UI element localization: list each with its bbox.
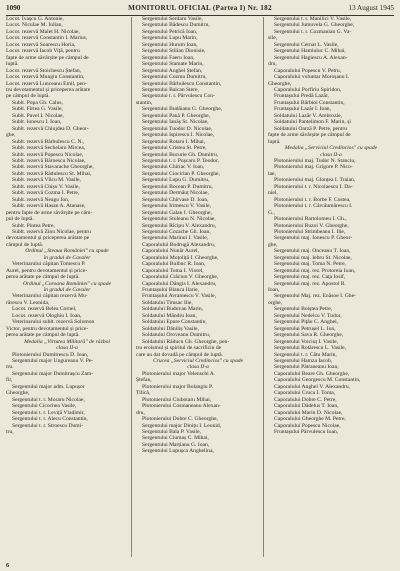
text-line: Caporalului Anghel V. Alexandru, [274,383,351,390]
text-line: Sergentului t. r. Moraru Nicolae, [12,396,85,403]
text-line: Sergentului t. r. Pușcaru P. Teodor, [142,157,220,164]
text-line: Sergentului maj. rez. Caţa Iosif, [274,274,346,281]
text-line: Sergentului Cozache Gh. Ioan, [142,228,211,235]
text-line: Soldatului Măndru Ioan, [142,312,197,319]
text-line: Caporalului voluntar Moroșanu I. [274,74,350,81]
text-line: stantin, [136,99,153,106]
text-line: Sublt. rezervă Cozma I. Petre, [12,190,80,197]
text-line: care au dat dovadă pe câmpul de luptă. [136,351,223,358]
column-divider [263,17,264,557]
section-heading: Ordinul „Coroana României" cu spade [22,280,111,287]
text-line: ghe, [6,132,16,139]
section-heading: Ordinul „Steaua României" cu spade [25,248,109,255]
text-line: Locot. rezervă Ologhiu I. Ioan, [12,312,82,319]
text-line: Sergentului Hamza Iacob, [274,358,333,365]
text-line: Ștefan, [136,377,152,384]
text-line: Veterinarului căpitan Tomescu P. [12,261,86,268]
text-line: Sublt. rezervă Stavarache Gheorghe, [12,164,94,171]
section-heading: în gradul de Cavaler [43,254,91,261]
text-line: Sergentului major Dumitrașcu Zam- [12,370,94,377]
text-line: Sergentului Cernat L. Vasile, [274,41,339,48]
text-line: Caporalului Nunăr Aurel, [142,248,200,255]
text-line: Plotonierului Bartolomeu I. Gh., [274,216,347,223]
text-line: dru, [268,61,277,68]
text-line: Soldatului Răducu Gh. Gheorghe, pen- [142,338,230,345]
text-line: Gheorghe, [6,390,30,397]
text-line: Caporalului Dobre C. Petre, [274,396,337,403]
text-line: Sergentului Chirvase D. Ioan, [142,196,209,203]
text-line: Sergentului t. r. Stroescu Dumi- [12,422,84,429]
text-line: Sergentului maj. rez. Protoreia Ioan, [274,267,356,274]
text-line: Sergentului Serdaru Vasile, [142,16,203,22]
text-line: tru eroismul și spiritul de sacrificiu de [136,345,222,352]
text-line: Sergentului Ciocirlan P. Gheorghe, [142,170,220,177]
section-heading: Medalia „Virtutea Militară" de război [24,338,110,345]
text-line: Locot. rezervă Stoichescu Ștefan, [6,67,82,74]
text-line: Locot. rezervă Lunceanu Emil, pen- [6,80,87,87]
text-line: Sublt. Pintea Petre, [12,222,55,229]
text-line: Plotonierului maj. Tudor N. Stanciu, [274,157,356,164]
text-line: Sublt. rezervă Bărnescu Nicolae, [12,157,86,164]
text-line: Plotonierului t. r. Nicolaescu I. Da- [274,183,353,190]
text-line: Sergentului maj. rez. Apostol B. [274,280,346,287]
text-line: Locot. rezervă Soarescu Horia, [6,41,76,48]
text-line: Locot. rezervă Malet H. Nicolae, [6,28,80,35]
text-line: orghe, [268,299,283,306]
text-line: fapte de arme săvârșite pe câmpul de [6,54,89,61]
text-line: Sergentului Rotaru I. Mihai, [142,138,206,145]
text-line: Sergentului Hamiuluc C. Mihai, [274,48,346,55]
text-line: Sergentului maj. Toma N. Petre, [274,261,346,268]
text-line: Sergentului Nedelcu V. Tudor, [274,312,342,319]
text-line: Sergentului t. r. Pârvulescu Con- [142,93,215,100]
text-line: Locot. rezervă Mungiu Constantin, [6,74,85,81]
text-line: Sergentului Budăianu G. Gheorghe, [142,106,223,113]
text-line: Sergentului major Ungureanu V. Pe- [12,358,94,365]
text-line: Caporalului Bodrugă Alexandru, [142,241,216,248]
text-line: Sergentului Stoleanu N. Nicolae, [142,216,216,223]
text-line: Sergentului Petrică Ioan, [142,28,198,35]
text-line: Sergentului Pițău C. Anghel, [274,319,339,326]
text-line: Sergentului Ciumaș C. Mihai, [142,435,209,442]
text-column-right [268,16,394,559]
text-line: Sublt. rezervă Popescu Nicolae, [12,151,84,158]
text-line: Sergentului Jumuvela G. Gheorghe, [274,22,355,29]
page-number: 1090 [6,4,21,12]
text-line: fapte de arme săvârșite pe câmpul de [268,132,351,139]
text-line: Soldatului Oarză P. Petre, pentru [274,125,348,132]
text-line: Sergentului Stilian Dionisie, [142,48,206,55]
text-line: pul de luptă. [6,216,34,223]
text-line: Locot. rezervă Belea Cornel, [12,306,77,313]
text-line: G., [268,209,275,216]
text-line: Sergentului Hurum Ioan, [142,41,198,48]
text-line: Sergentului Dermăuț Nicolae, [142,190,209,197]
page-header [6,4,394,15]
text-line: Locot. rezervă Iacob Viță, pentru [6,48,80,55]
text-line: Sergentului Maj. rez. Enăsoe I. Ghe- [274,293,356,300]
text-line: Sublt. rezervă Sechelaru Mircea, [12,145,86,152]
text-line: tru, [6,429,14,435]
text-line: rărescu V. Leonida, [6,299,50,306]
text-line: Locot. Ivașcu G. Antonie, [6,16,64,22]
text-line: Sergentului Chiriac V. Ioan, [142,164,205,171]
text-line: Fruntașului Blanca Ilarie, [142,287,200,294]
text-line: Plotonierului Strimbeanu I. Ilie, [274,228,346,235]
text-line: Sergentului t. r. Manilici V. Vasile, [274,16,352,22]
text-line: câmpul de luptă. [6,241,44,248]
text-line: luptă. [6,61,19,68]
text-column-middle [136,16,260,559]
text-line: Plotonierului major Bolangiu P. [142,383,213,390]
text-line: Sublt. rezervă Rădulescu St. Mihai, [12,170,92,177]
text-line: Sergentului major Dinițu I. Leonid, [142,422,222,429]
text-line: Caporalului Dădelus T. Ioan, [274,403,339,410]
text-line: Plotonierului maj. Grigore P. Nico- [274,164,353,171]
text-line: Sergentului Cicochea Vasile, [12,403,77,410]
text-line: Sergentului Bala P. Vasile, [142,429,201,435]
text-line: Sergentului Lupu Marin, [142,35,198,42]
text-line: Sergentului Bocean P. Dumitru, [142,183,213,190]
text-line: devotamentul și priceperea arătate pe [6,235,90,242]
text-line: Sergentului Petrușel L. Ion, [274,325,336,332]
text-line: Sergentului maj. Onceanu T. Ioan, [274,248,351,255]
text-line: Soldatului Timsac Ilie, [142,299,193,306]
section-heading: clasa II-a [187,364,209,371]
text-line: ghe, [268,241,278,248]
text-line: pentru fapte de arme săvârșite pe câm- [6,209,93,216]
text-line: pe câmpul de luptă. [6,93,50,100]
text-line: Soldatului Oroveanu Dumitru, [142,332,211,339]
text-line: Fruntașului Avramescu V. Vasile, [142,293,217,300]
text-line: Plotonierului Cosmaneanu Alexan- [142,403,221,410]
text-line: perea arătate pe câmpul de luptă. [6,274,80,281]
text-line: Sergentului Cristea St. Petre, [142,145,207,152]
text-line: Sublt. rezervă Zinu Nicolae, pentru [12,228,91,235]
text-line: Sergentului Marinoi I. Vasile, [142,235,209,242]
text-line: Soldatului Pantelimon F. Marin, și [274,119,351,126]
text-line: Aurel, pentru devotamentul și price- [6,267,88,274]
text-line: Locot. Niculae M. Iulian, [6,22,63,29]
text-line: Victor, pentru devotamentul și price- [6,325,89,332]
text-line: Sergentului Boiștea Petre, [274,306,333,313]
text-line: Caporalului Bulbuc R. Ioan, [142,261,206,268]
text-line: Sublt. Pavel I. Nicolae, [12,112,64,119]
text-line: dru, [136,409,145,416]
text-line: Sergentului Faeru Ioan, [142,54,195,61]
text-line: Sergentului t. r. Cătu Marin, [274,351,337,358]
text-line: Veterinarului căpitan rezervă Mu- [12,293,88,300]
text-line: Plotonierului Dumitrescu D. Ioan, [12,351,89,358]
text-line: Fruntașului Pârvulescu Ioan, [274,429,339,435]
text-line: Sergentului Stamate Marin, [142,61,204,68]
text-line: Sublt. rezervă Chișu V. Vasile, [12,183,80,190]
section-heading: în gradul de Cavaler [43,287,91,294]
text-line: Sublt. rezervă Bărbulescu C. N., [12,138,85,145]
text-line: Caporalului Marin D. Nicolae, [274,409,343,416]
text-line: Sergentului Tuodor D. Nicolae, [142,125,213,132]
text-line: Sergentului Lupușca Anghelina, [142,448,214,455]
column-divider [131,17,132,557]
text-line: Veterinarului sublt. rezervă Solomon [12,319,95,326]
issue-date: 13 August 1945 [348,4,394,12]
text-line: Sergentului Cozma Dumitru, [142,74,207,81]
text-line: Sublt. rezervă Hasan A. Atanase, [12,203,86,210]
text-line: sile, [268,35,278,42]
text-line: Sublt. Fîrtea G. Vasile, [12,106,63,113]
text-line: Caporalului Georgescu M. Constantin, [274,377,361,384]
text-line: Sergentului t. r. Alecu Constantin, [12,416,88,423]
text-line: Sergentului Rotărescu L. Vasile, [274,345,347,352]
text-line: Fruntașului Bărbioi Constantin, [274,99,345,106]
text-line: Caporalului Gheorghe M. Petre, [274,416,346,423]
text-line: Plotonierului t. r. Borbe F. Costea, [274,196,351,203]
text-line: Sergentului t. r. Cozmanian G. Va- [274,28,352,35]
text-line: Plotonierului major Velenschi A. [142,370,216,377]
text-line: Plotonierului t. r. Cârcăumărescu I. [274,203,353,210]
text-line: Sergentului Bucurie Gh. Dumitru, [142,151,219,158]
text-line: Caporalului Toma I. Viorel, [142,267,204,274]
text-line: Sergentului Bădescu Dumitru, [142,22,210,29]
text-line: Sergentului maj. Ionescu P. Gheor- [274,235,353,242]
text-line: Sergentului Irimescu V. Vasile, [142,203,212,210]
text-line: Caporalului Porfiriu Spiridon, [274,86,342,93]
text-line: Sergentului Galan I. Gheorghe, [142,209,212,216]
text-line: Soldatului Epure Constantin, [142,319,207,326]
section-heading: clasa II-a [56,345,78,352]
text-line: Sergentului Voiciuț I. Vasile, [274,338,339,345]
text-line: Ioan, [268,287,280,294]
text-line: luptă. [268,138,281,145]
text-line: Caporalului Popescu V. Petru, [274,67,342,74]
text-line: Caporalului Dăngis I. Alexandru, [142,280,217,287]
text-line: Caporalului Moțoliță I. Gheorghe, [142,254,219,261]
text-line: Sergentului t. r. Leviță Vladimir, [12,409,85,416]
text-line: Sergentului Ispirescu I. Nicolae, [142,132,215,139]
publication-title: MONITORUL OFICIAL (Partea I) Nr. 182 [128,4,272,12]
text-line: Gheorghe, [268,80,292,87]
text-line: Caporalului Cruca I. Toma, [274,390,336,397]
text-line: Sergentului Sava R. Gheorghe, [274,332,344,339]
text-line: Sublt. Ionescu I. Ioan, [12,119,62,126]
text-line: perea arătate pe câmpul de luptă. [6,332,80,339]
text-line: Sublt. Popa Gh. Calus, [12,99,63,106]
text-line: Caporalului Popescu Nicolae, [274,422,341,429]
text-line: Sergentului Lupu G. Dumitru, [142,177,210,184]
text-line: Fruntașului Lazăr I. Ioan, [274,106,332,113]
text-line: Sergentului Hagiescu A. Alexan- [274,54,348,61]
text-line: fir, [6,377,13,384]
text-line: niel, [268,190,278,197]
text-line: Soldatului Lazăr V. Ambrozie, [274,112,342,119]
text-line: Sergentului Ianăș St. Nicolae, [142,119,209,126]
text-line: Sergentului Balcan Stere, [142,86,199,93]
text-column-left [6,16,128,559]
text-line: Plotonierului Ciubotaru Mihai, [142,396,212,403]
text-line: Caporalului Crăciun V. Gheorghe, [142,274,219,281]
text-line: Sergentului Pătraneanu Ioan, [274,364,339,371]
text-line: tru devotamentul și priceperea arătate [6,86,91,93]
text-line: Sublt. rezervă Vîlcu M. Vasile, [12,177,81,184]
sheet-mark: 6 [6,562,10,569]
text-line: Sergentului Rîcipu V. Alexandru, [142,222,217,229]
text-line: tru. [6,364,14,371]
text-line: Sergentului major adm. Lupușor [12,383,85,390]
section-heading: clasa II-a [320,151,342,158]
text-line: Plotonierului Dobre C. Gheorghe, [142,416,218,423]
text-line: Sublt. rezervă Neagu Ion, [12,196,70,203]
section-heading: Crucea „Serviciul Credincios" cu spade [152,358,244,365]
text-line: Plotonierului maj. Glonțea I. Traian, [274,177,356,184]
text-line: Sergentului Pană P. Gheorghe, [142,112,210,119]
text-line: Sergentului Marțianu G. Ioan, [142,441,210,448]
text-line: Sergentului Anghel Ștefan, [142,67,203,74]
text-line: Sergentului maj. Iebru St. Nicolae, [274,254,352,261]
text-line: Sublt. rezervă Chiujdea D. Gheor- [12,125,89,132]
text-line: Sergentului Bărbulescu Constantin, [142,80,222,87]
text-line: Fruntașului Predă Lazăr, [274,93,329,100]
section-heading: Medalia „Serviciul Credincios" cu spade [284,145,378,152]
text-line: Soldatului Dăniliș Vasile, [142,325,199,332]
text-line: lae, [268,170,276,177]
text-line: Plotonierului Buzoi V. Gheorghe, [274,222,349,229]
text-line: Tilică, [136,390,151,397]
text-line: Locot. rezervă Constantin I. Marius, [6,35,88,42]
text-line: Caporalului Beare Gh. Gheorghe, [274,370,350,377]
text-line: Soldatului Buduvan Marin, [142,306,204,313]
